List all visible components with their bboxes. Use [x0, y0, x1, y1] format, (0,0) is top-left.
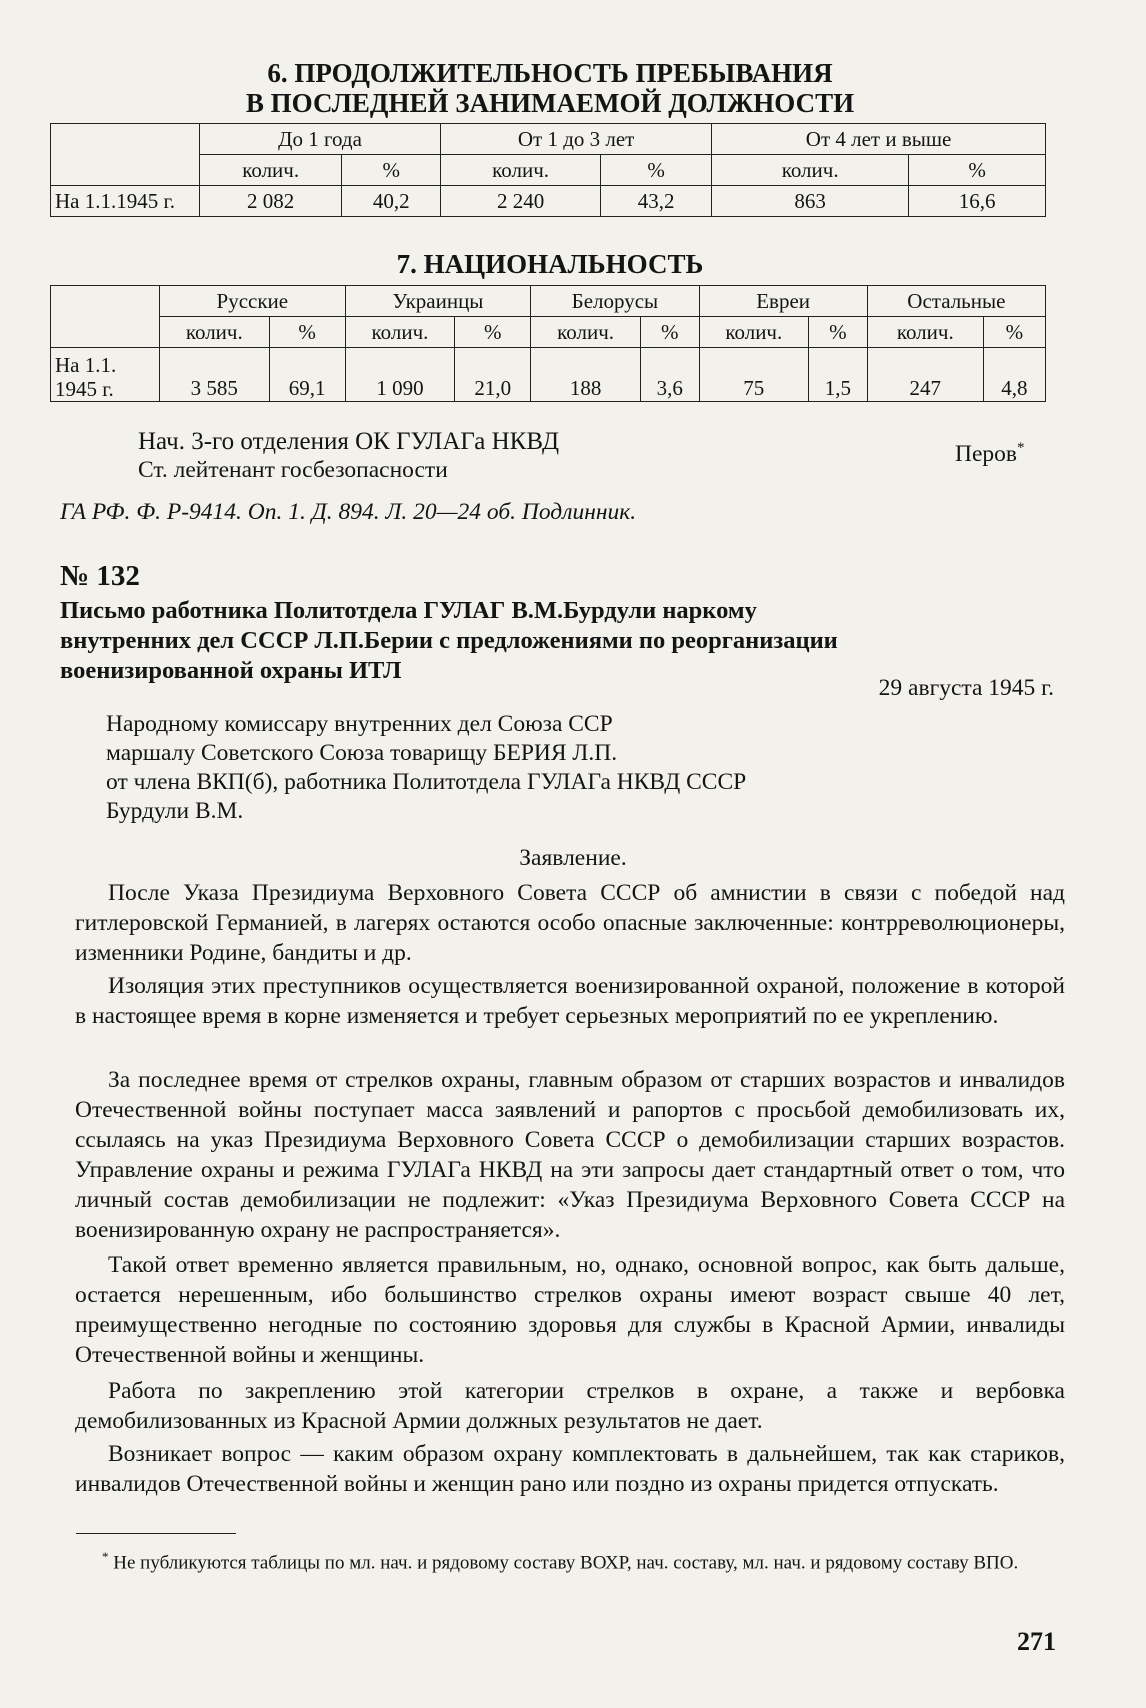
table-row-label-line2: 1945 г.: [55, 377, 114, 401]
table-subheader-count: колич.: [531, 317, 641, 348]
table-subheader-count: колич.: [867, 317, 983, 348]
signature-rank: Ст. лейтенант госбезопасности: [138, 457, 448, 483]
document-title-line3: военизированной охраны ИТЛ: [60, 657, 402, 684]
body-paragraph: Такой ответ временно является правильным, но, однако, основной вопрос, как быть дальше, остается нерешенным, ибо большинство стрелков охраны имеют возраст свыше 40 лет, преимущественно негодные по состоянию здоровья для службы в Красной Армии, инвалиды Отечественной войны и женщины.: [75, 1252, 1065, 1368]
address-line1: Народному комиссару внутренних дел Союза ССР: [106, 711, 613, 737]
footnote-marker: *: [1017, 440, 1025, 456]
table-cell: 16,6: [909, 186, 1046, 217]
footnote-divider: [76, 1533, 236, 1534]
document-number: № 132: [60, 560, 140, 592]
table-cell: 4,8: [983, 348, 1045, 402]
body-paragraph: Работа по закреплению этой категории стрелков в охране, а также и вербовка демобилизованных из Красной Армии должных результатов не дает.: [75, 1378, 1065, 1434]
page-number: 271: [1017, 1627, 1056, 1656]
table-subheader-count: колич.: [345, 317, 455, 348]
table-row-label: [51, 348, 160, 402]
table-cell: 69,1: [269, 348, 345, 402]
signature-name: [955, 440, 1025, 468]
table-subheader-pct: %: [269, 317, 345, 348]
table-cell: 43,2: [601, 186, 712, 217]
section6-title-line2: В ПОСЛЕДНЕЙ ЗАНИМАЕМОЙ ДОЛЖНОСТИ: [245, 88, 855, 118]
table-group-header: Украинцы: [345, 286, 531, 317]
table-cell: 3 585: [160, 348, 270, 402]
table-subheader-count: колич.: [200, 155, 342, 186]
duration-table: [50, 123, 1046, 217]
table-subheader-count: колич.: [441, 155, 601, 186]
body-paragraph: За последнее время от стрелков охраны, главным образом от старших возрастов и инвалидов Отечественной войны поступает масса заявлений и рапортов с просьбой демобилизовать их, ссылаясь на указ Президиума Верховного Совета СССР о демобилизации старших возрастов. Управление охраны и режима ГУЛАГа НКВД на эти запросы дает стандартный ответ о том, что личный состав демобилизации не подлежит: «Указ Президиума Верховного Совета СССР на военизированную охрану не распространяется».: [75, 1067, 1065, 1243]
table-subheader-pct: %: [983, 317, 1045, 348]
signature-position: Нач. 3-го отделения ОК ГУЛАГа НКВД: [138, 428, 560, 455]
table-subheader-pct: %: [809, 317, 868, 348]
table-subheader-pct: %: [909, 155, 1046, 186]
archival-source: ГА РФ. Ф. Р-9414. Оп. 1. Д. 894. Л. 20—24 об. Подлинник.: [60, 499, 637, 525]
table-row-label: На 1.1.1945 г.: [51, 186, 200, 217]
nationality-table: [50, 285, 1046, 402]
table-group-header: Русские: [160, 286, 346, 317]
table-cell: 21,0: [455, 348, 531, 402]
table-group-header: Остальные: [867, 286, 1045, 317]
footnote: [76, 1544, 1066, 1575]
table-group-header: Белорусы: [531, 286, 699, 317]
footnote-text: Не публикуются таблицы по мл. нач. и рядовому составу ВОХР, нач. составу, мл. нач. и рядовому составу ВПО.: [113, 1552, 1019, 1574]
address-line4: Бурдули В.М.: [106, 798, 244, 824]
table-cell: 1,5: [809, 348, 868, 402]
section6-title-line1: 6. ПРОДОЛЖИТЕЛЬНОСТЬ ПРЕБЫВАНИЯ: [267, 58, 833, 88]
footnote-mark: *: [102, 1549, 109, 1564]
section7-title: 7. НАЦИОНАЛЬНОСТЬ: [396, 249, 704, 279]
body-paragraph: Возникает вопрос — каким образом охрану комплектовать в дальнейшем, так как стариков, инвалидов Отечественной войны и женщин рано или поздно из охраны придется отпускать.: [75, 1441, 1065, 1497]
table-subheader-pct: %: [601, 155, 712, 186]
address-line3: от члена ВКП(б), работника Политотдела ГУЛАГа НКВД СССР: [106, 769, 747, 795]
table-cell: 2 082: [200, 186, 342, 217]
table-group-header: От 1 до 3 лет: [441, 124, 712, 155]
table-group-header: От 4 лет и выше: [712, 124, 1046, 155]
document-title-line2: внутренних дел СССР Л.П.Берии с предложениями по реорганизации: [60, 627, 838, 654]
table-header-row: [51, 124, 1046, 155]
table-subheader-pct: %: [455, 317, 531, 348]
table-row-label-line1: На 1.1.: [55, 353, 117, 377]
table-subheader-count: колич.: [699, 317, 809, 348]
table-corner-cell: [51, 124, 200, 186]
body-paragraph: Изоляция этих преступников осуществляется военизированной охраной, положение в которой в настоящее время в корне изменяется и требует серьезных мероприятий по ее укреплению.: [75, 973, 1065, 1029]
table-subheader-count: колич.: [712, 155, 909, 186]
signature-name-text: Перов: [955, 440, 1017, 467]
table-row: [51, 186, 1046, 217]
statement-heading: Заявление.: [519, 845, 627, 871]
table-cell: 188: [531, 348, 641, 402]
table-cell: 1 090: [345, 348, 455, 402]
table-row: [51, 348, 1046, 402]
table-cell: 247: [867, 348, 983, 402]
table-cell: 2 240: [441, 186, 601, 217]
table-subheader-count: колич.: [160, 317, 270, 348]
address-line2: маршалу Советского Союза товарищу БЕРИЯ Л.П.: [106, 740, 618, 766]
table-header-row: [51, 286, 1046, 317]
table-group-header: Евреи: [699, 286, 867, 317]
table-subheader-row: [51, 155, 1046, 186]
table-subheader-row: [51, 317, 1046, 348]
document-title-line1: Письмо работника Политотдела ГУЛАГ В.М.Бурдули наркому: [60, 597, 757, 624]
table-cell: 3,6: [640, 348, 699, 402]
table-subheader-pct: %: [640, 317, 699, 348]
document-date: 29 августа 1945 г.: [878, 675, 1054, 701]
body-paragraph: После Указа Президиума Верховного Совета СССР об амнистии в связи с победой над гитлеровской Германией, в лагерях остаются особо опасные заключенные: контрреволюционеры, изменники Родине, бандиты и др.: [75, 880, 1065, 966]
table-cell: 75: [699, 348, 809, 402]
table-subheader-pct: %: [342, 155, 441, 186]
table-group-header: До 1 года: [200, 124, 441, 155]
table-cell: 863: [712, 186, 909, 217]
table-cell: 40,2: [342, 186, 441, 217]
table-corner-cell: [51, 286, 160, 348]
